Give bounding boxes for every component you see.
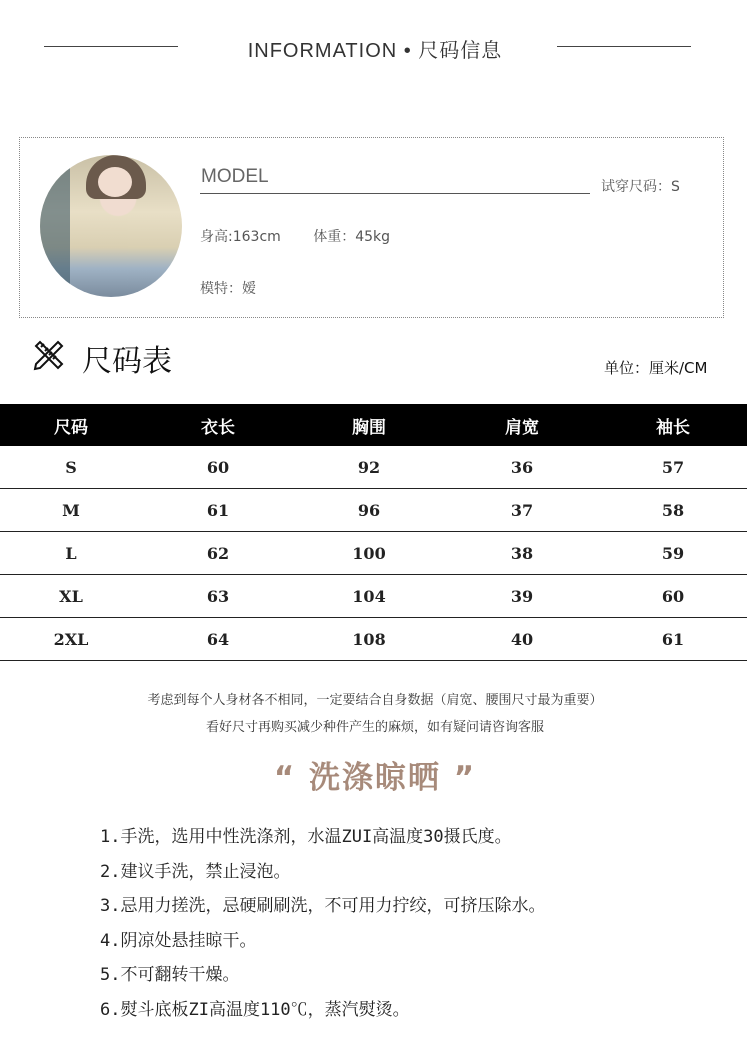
section-header bbox=[0, 30, 750, 64]
table-cell: 100 bbox=[352, 543, 386, 563]
table-cell: 58 bbox=[661, 500, 685, 520]
list-item: 1.手洗，选用中性洗涤剂，水温ZUI高温度30摄氏度。 bbox=[100, 827, 512, 847]
table-cell: M bbox=[62, 500, 80, 520]
model-label: MODEL bbox=[201, 166, 269, 187]
table-cell: S bbox=[65, 457, 77, 477]
table-row bbox=[0, 446, 747, 489]
table-cell: 38 bbox=[510, 543, 534, 563]
size-table bbox=[0, 404, 747, 661]
model-try-size: 试穿尺码：S bbox=[601, 179, 680, 195]
table-header-row bbox=[0, 404, 747, 446]
table-row bbox=[0, 575, 747, 618]
table-cell: 92 bbox=[357, 457, 381, 477]
table-cell: XL bbox=[59, 586, 83, 606]
list-item: 4.阴凉处悬挂晾干。 bbox=[100, 930, 257, 951]
model-photo bbox=[40, 155, 182, 297]
care-instructions-list bbox=[100, 820, 545, 1028]
ruler-pencil-icon bbox=[32, 338, 66, 372]
size-chart-unit: 单位：厘米/CM bbox=[604, 359, 708, 377]
table-cell: 36 bbox=[510, 457, 534, 477]
table-row bbox=[0, 618, 747, 661]
model-height: 身高:163cm bbox=[200, 229, 281, 245]
table-row bbox=[0, 532, 747, 575]
table-header-cell: 胸围 bbox=[352, 417, 386, 438]
table-cell: 37 bbox=[510, 500, 534, 520]
table-cell: 57 bbox=[661, 457, 685, 477]
size-note-line-1: 考虑到每个人身材各不相同，一定要结合自身数据（肩宽、腰围尺寸最为重要） bbox=[147, 693, 603, 708]
table-cell: 61 bbox=[661, 629, 685, 649]
model-weight: 体重：45kg bbox=[313, 229, 391, 245]
table-header-cell: 袖长 bbox=[656, 417, 690, 438]
wash-title: “ 洗涤晾晒 ” bbox=[273, 760, 477, 796]
table-cell: 60 bbox=[206, 457, 230, 477]
table-header-cell: 肩宽 bbox=[505, 417, 539, 438]
table-header-cell: 衣长 bbox=[201, 417, 235, 438]
table-header-cell: 尺码 bbox=[54, 417, 88, 438]
size-note-line-2: 看好尺寸再购买减少种件产生的麻烦，如有疑问请咨询客服 bbox=[205, 720, 544, 735]
header-divider-right bbox=[557, 46, 691, 47]
table-cell: 63 bbox=[206, 586, 230, 606]
page-title: INFORMATION • 尺码信息 bbox=[247, 40, 503, 62]
table-cell: 2XL bbox=[53, 629, 89, 649]
table-cell: 104 bbox=[352, 586, 386, 606]
table-cell: 62 bbox=[206, 543, 230, 563]
list-item: 2.建议手洗，禁止浸泡。 bbox=[100, 861, 291, 882]
table-cell: 108 bbox=[352, 629, 386, 649]
list-item: 5.不可翻转干燥。 bbox=[100, 965, 240, 986]
model-info-card bbox=[19, 137, 724, 318]
table-cell: 64 bbox=[206, 629, 230, 649]
model-stats bbox=[200, 226, 418, 246]
table-cell: 60 bbox=[661, 586, 685, 606]
table-cell: L bbox=[65, 543, 77, 563]
table-cell: 39 bbox=[510, 586, 534, 606]
model-name: 模特：嫒 bbox=[200, 281, 256, 297]
table-cell: 96 bbox=[357, 500, 381, 520]
table-row bbox=[0, 489, 747, 532]
size-chart-title: 尺码表 bbox=[82, 344, 172, 379]
table-cell: 40 bbox=[510, 629, 534, 649]
list-item: 6.熨斗底板ZI高温度110℃，蒸汽熨烫。 bbox=[100, 999, 410, 1020]
list-item: 3.忌用力搓洗，忌硬刷刷洗，不可用力拧绞，可挤压除水。 bbox=[100, 896, 546, 917]
model-divider bbox=[200, 193, 590, 194]
table-cell: 61 bbox=[206, 500, 230, 520]
table-cell: 59 bbox=[661, 543, 685, 563]
